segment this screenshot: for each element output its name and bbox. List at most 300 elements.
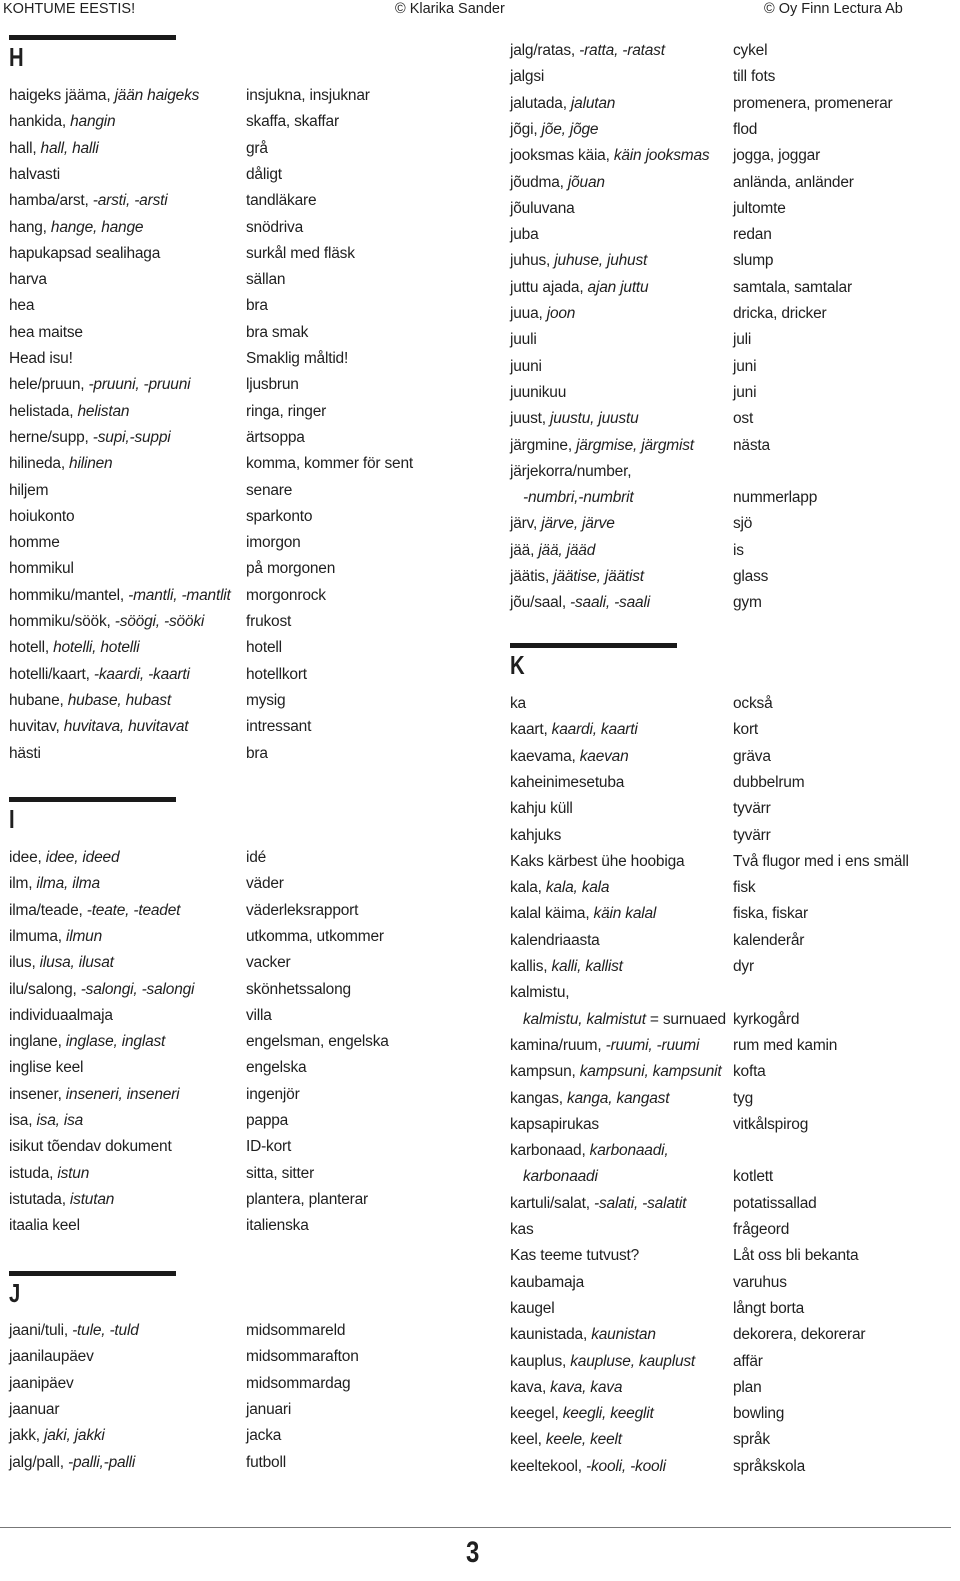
entry-estonian xyxy=(9,560,74,578)
headword: inglise keel xyxy=(9,1059,84,1077)
entry-swedish: bra smak xyxy=(246,323,309,341)
header-author: © Klarika Sander xyxy=(395,1,505,17)
entry-estonian xyxy=(9,1217,80,1235)
inflection-forms: kava, kava xyxy=(550,1378,623,1396)
inflection-forms: -supi,-suppi xyxy=(92,428,171,446)
headword: juust, xyxy=(510,410,550,428)
inflection-forms: jää, jääd xyxy=(538,541,596,559)
headword: hea xyxy=(9,297,35,315)
headword: hall, xyxy=(9,139,41,157)
headword: hapukapsad sealihaga xyxy=(9,244,161,262)
headword: hiljem xyxy=(9,481,49,499)
entry-swedish: språkskola xyxy=(733,1457,806,1475)
inflection-forms: -pruuni, -pruuni xyxy=(88,376,191,394)
headword: järgmine, xyxy=(510,436,577,454)
entry-swedish: nummerlapp xyxy=(733,489,818,507)
headword: hommikul xyxy=(9,560,74,578)
section-letter: I xyxy=(9,804,15,834)
entry-estonian xyxy=(9,429,171,447)
entry-swedish: tyg xyxy=(733,1089,754,1107)
entry-estonian xyxy=(9,1086,179,1104)
entry-estonian xyxy=(9,981,194,999)
page-number: 3 xyxy=(466,1536,480,1569)
entry-estonian xyxy=(510,748,629,766)
headword: harva xyxy=(9,271,47,289)
headword: juttu ajada, xyxy=(510,278,588,296)
inflection-forms: hilinen xyxy=(69,455,113,473)
section-letter: K xyxy=(510,650,525,680)
entry-swedish: bra xyxy=(246,297,268,315)
headword: kamina/ruum, xyxy=(510,1036,606,1054)
entry-swedish: plan xyxy=(733,1378,762,1396)
entry-swedish: sällan xyxy=(246,271,286,289)
inflection-forms: istun xyxy=(57,1164,90,1182)
entry-estonian xyxy=(9,166,60,184)
inflection-forms: hubase, hubast xyxy=(67,691,171,709)
entry-estonian xyxy=(510,1379,622,1397)
entry-swedish: dåligt xyxy=(246,165,282,183)
inflection-forms: -mantli, -mantlit xyxy=(128,586,231,604)
headword: herne/supp, xyxy=(9,428,93,446)
entry-swedish: futboll xyxy=(246,1453,286,1471)
headword: helistada, xyxy=(9,402,78,420)
inflection-forms: keele, keelt xyxy=(545,1431,622,1449)
headword: hamba/arst, xyxy=(9,192,93,210)
entry-estonian xyxy=(9,1427,105,1445)
headword: istutada, xyxy=(9,1190,70,1208)
entry-swedish: tyvärr xyxy=(733,826,771,844)
inflection-forms: juustu, juustu xyxy=(549,410,639,428)
inflection-forms: jõuan xyxy=(567,173,605,191)
headword: isikut tõendav dokument xyxy=(9,1138,172,1156)
entry-swedish: till fots xyxy=(733,68,776,86)
entry-estonian xyxy=(510,226,539,244)
entry-swedish: skönhetssalong xyxy=(246,980,351,998)
entry-estonian xyxy=(510,1458,666,1476)
entry-swedish: kofta xyxy=(733,1063,766,1081)
entry-estonian xyxy=(9,455,112,473)
inflection-forms: -kooli, -kooli xyxy=(586,1457,666,1475)
headword: juuli xyxy=(510,331,537,349)
inflection-forms: jaki, jakki xyxy=(43,1427,105,1445)
inflection-forms: helistan xyxy=(77,402,130,420)
entry-swedish: anlända, anländer xyxy=(733,173,854,191)
section-rule xyxy=(9,1271,176,1276)
inflection-forms: -numbri,-numbrit xyxy=(523,489,634,507)
headword: jõudma, xyxy=(510,173,568,191)
inflection-forms: ilusa, ilusat xyxy=(39,954,114,972)
entry-estonian xyxy=(9,1007,113,1025)
entry-estonian xyxy=(510,463,631,481)
headword: Head isu! xyxy=(9,350,73,367)
entry-swedish: hotellkort xyxy=(246,665,307,683)
section-rule xyxy=(9,797,176,802)
headword: jõuluvana xyxy=(510,199,575,217)
entry-swedish: fisk xyxy=(733,879,756,897)
entry-estonian xyxy=(510,1431,622,1449)
entry-swedish: kort xyxy=(733,721,759,739)
entry-estonian xyxy=(510,853,684,871)
headword: kalmistu, xyxy=(510,984,570,1002)
inflection-forms: hange, hange xyxy=(50,218,144,236)
headword: kangas, xyxy=(510,1089,567,1107)
inflection-forms: -salati, -salatit xyxy=(594,1194,687,1212)
headword: järv, xyxy=(510,515,542,533)
headword: hotelli/kaart, xyxy=(9,665,94,683)
inflection-forms: -palli,-palli xyxy=(67,1453,136,1471)
headword: hubane, xyxy=(9,691,68,709)
entry-swedish: fiska, fiskar xyxy=(733,905,808,923)
entry-estonian xyxy=(9,1059,83,1077)
entry-estonian xyxy=(510,1116,599,1134)
headword: kampsun, xyxy=(510,1063,580,1081)
entry-swedish: ID-kort xyxy=(246,1138,292,1156)
entry-estonian xyxy=(9,902,180,920)
inflection-forms: ilmun xyxy=(65,927,103,945)
headword: jää, xyxy=(510,541,539,559)
headword: ilmuma, xyxy=(9,927,66,945)
entry-swedish: tyvärr xyxy=(733,800,771,818)
headword: kaheinimesetuba xyxy=(510,773,625,791)
inflection-forms: hangin xyxy=(70,113,116,131)
entry-swedish: engelska xyxy=(246,1059,307,1077)
headword: hea maitse xyxy=(9,323,83,341)
entry-estonian xyxy=(9,324,83,342)
entry-swedish: redan xyxy=(733,226,772,244)
entry-swedish: pappa xyxy=(246,1112,289,1129)
headword: hommiku/söök, xyxy=(9,613,115,630)
inflection-forms: hall, halli xyxy=(40,139,99,157)
entry-swedish: mysig xyxy=(246,691,286,709)
entry-estonian xyxy=(510,68,544,86)
inflection-forms: jäätise, jäätist xyxy=(553,568,644,585)
entry-swedish: is xyxy=(733,541,744,559)
entry-estonian xyxy=(510,331,537,349)
entry-estonian xyxy=(9,849,119,867)
entry-estonian xyxy=(510,1063,722,1081)
entry-estonian xyxy=(9,1165,89,1183)
entry-estonian xyxy=(510,984,569,1002)
headword: keegel, xyxy=(510,1405,563,1423)
entry-estonian xyxy=(510,905,656,923)
header-title: KOHTUME EESTIS! xyxy=(3,1,136,17)
inflection-forms: -kaardi, -kaarti xyxy=(93,665,190,683)
entry-estonian xyxy=(510,542,595,560)
entry-swedish: juni xyxy=(733,357,757,375)
entry-swedish: rum med kamin xyxy=(733,1036,838,1054)
entry-swedish: bowling xyxy=(733,1405,785,1423)
entry-estonian xyxy=(510,437,694,455)
entry-swedish: juli xyxy=(733,331,752,349)
inflection-forms: kaunistan xyxy=(591,1326,656,1344)
inflection-forms: juhuse, juhust xyxy=(554,252,648,270)
entry-swedish: Smaklig måltid! xyxy=(246,350,349,367)
headword: kallis, xyxy=(510,958,552,975)
headword: juua, xyxy=(510,305,547,322)
headword: kartuli/salat, xyxy=(510,1194,595,1212)
inflection-forms: karbonaadi xyxy=(523,1168,598,1186)
footer-divider xyxy=(0,1527,951,1528)
entry-estonian xyxy=(510,594,650,612)
headword: = surnuaed xyxy=(645,1010,726,1028)
entry-swedish: utkomma, utkommer xyxy=(246,927,384,945)
entry-swedish: kotlett xyxy=(733,1168,773,1186)
inflection-forms: karbonaadi, xyxy=(589,1142,669,1160)
entry-swedish: vitkålspirog xyxy=(733,1115,809,1133)
entry-swedish: jacka xyxy=(246,1427,282,1445)
inflection-forms: ajan juttu xyxy=(587,278,649,296)
entry-swedish: sjö xyxy=(733,515,753,533)
inflection-forms: käin jooksmas xyxy=(613,147,710,165)
inflection-forms: -teate, -teadet xyxy=(86,901,181,919)
section-rule xyxy=(9,35,176,40)
inflection-forms: -saali, -saali xyxy=(570,594,650,612)
inflection-forms: kaevan xyxy=(579,747,629,765)
headword: jaanuar xyxy=(9,1400,60,1418)
headword: istuda, xyxy=(9,1164,58,1182)
entry-swedish: frukost xyxy=(246,613,292,630)
headword: haigeks jääma, xyxy=(9,87,115,104)
entry-estonian xyxy=(510,1247,639,1265)
entry-swedish: väder xyxy=(246,875,284,893)
entry-estonian xyxy=(9,271,47,289)
headword: hoiukonto xyxy=(9,507,75,525)
entry-swedish: grå xyxy=(246,139,268,157)
entry-estonian xyxy=(510,800,573,818)
entry-estonian xyxy=(510,410,639,428)
entry-estonian xyxy=(510,774,624,792)
entry-estonian xyxy=(510,879,609,897)
entry-swedish: gym xyxy=(733,594,762,612)
headword: juunikuu xyxy=(510,383,567,401)
inflection-forms: isa, isa xyxy=(36,1112,84,1129)
headword: idee, xyxy=(9,849,46,866)
entry-swedish: ost xyxy=(733,410,754,428)
headword: kaubamaja xyxy=(510,1273,585,1291)
entry-swedish: varuhus xyxy=(733,1273,787,1291)
inflection-forms: hotelli, hotelli xyxy=(53,639,140,657)
entry-estonian xyxy=(510,515,615,533)
entry-estonian xyxy=(9,219,143,237)
headword: huvitav, xyxy=(9,718,64,736)
entry-estonian xyxy=(9,482,48,500)
inflection-forms: keegli, keeglit xyxy=(562,1405,654,1423)
inflection-forms: -ratta, -ratast xyxy=(579,42,665,59)
section-rule xyxy=(510,643,677,648)
entry-estonian xyxy=(9,1454,135,1472)
entry-swedish: flod xyxy=(733,120,758,138)
headword: kaevama, xyxy=(510,747,580,765)
entry-estonian xyxy=(9,692,171,710)
entry-swedish: januari xyxy=(246,1400,292,1418)
entry-estonian xyxy=(9,113,115,131)
inflection-forms: -tule, -tuld xyxy=(72,1322,139,1339)
entry-swedish: midsommareld xyxy=(246,1322,346,1339)
headword: hotell, xyxy=(9,639,54,657)
headword: halvasti xyxy=(9,165,60,183)
inflection-forms: -salongi, -salongi xyxy=(80,980,195,998)
entry-estonian xyxy=(510,279,648,297)
entry-estonian xyxy=(510,42,665,60)
inflection-forms: kampsuni, kampsunit xyxy=(579,1063,722,1081)
headword: jõu/saal, xyxy=(510,594,571,612)
entry-swedish: potatissallad xyxy=(733,1194,817,1212)
inflection-forms: jään haigeks xyxy=(114,87,200,104)
entry-estonian xyxy=(510,252,647,270)
entry-estonian xyxy=(9,613,204,631)
entry-swedish: intressant xyxy=(246,718,312,736)
entry-swedish: dubbelrum xyxy=(733,773,805,791)
entry-estonian xyxy=(9,928,102,946)
entry-swedish: väderleksrapport xyxy=(246,901,359,919)
entry-swedish: också xyxy=(733,695,773,712)
headword: jalg/ratas, xyxy=(510,42,580,59)
entry-estonian xyxy=(9,1375,74,1393)
entry-swedish: frågeord xyxy=(733,1221,790,1238)
entry-estonian xyxy=(9,1112,83,1130)
entry-swedish: morgonrock xyxy=(246,586,326,604)
entry-estonian xyxy=(9,875,100,893)
entry-swedish: slump xyxy=(733,252,774,270)
entry-swedish: dyr xyxy=(733,958,754,975)
entry-estonian xyxy=(9,350,73,368)
headword: ilus, xyxy=(9,954,40,972)
headword: inglane, xyxy=(9,1033,66,1051)
entry-estonian xyxy=(9,376,190,394)
headword: keel, xyxy=(510,1431,546,1449)
headword: kala, xyxy=(510,879,546,897)
inflection-forms: kalli, kallist xyxy=(551,958,623,975)
entry-estonian xyxy=(9,192,167,210)
entry-estonian xyxy=(510,1274,584,1292)
inflection-forms: -söögi, -sööki xyxy=(114,613,205,630)
entry-swedish: språk xyxy=(733,1431,770,1449)
entry-swedish: samtala, samtalar xyxy=(733,278,852,296)
headword: ilma/teade, xyxy=(9,901,87,919)
inflection-forms: kaupluse, kauplust xyxy=(570,1352,696,1370)
entry-estonian xyxy=(510,1300,554,1318)
headword: hele/pruun, xyxy=(9,376,89,394)
entry-swedish: insjukna, insjuknar xyxy=(246,87,370,104)
entry-swedish: midsommardag xyxy=(246,1374,351,1392)
entry-swedish: vacker xyxy=(246,954,291,972)
entry-estonian xyxy=(523,1168,598,1186)
entry-swedish: nästa xyxy=(733,436,770,454)
headword: jaani/tuli, xyxy=(9,1322,73,1339)
entry-estonian xyxy=(9,639,140,657)
headword: karbonaad, xyxy=(510,1142,590,1160)
header-publisher: © Oy Finn Lectura Ab xyxy=(764,1,903,17)
entry-estonian xyxy=(510,1353,695,1371)
entry-swedish: sitta, sitter xyxy=(246,1164,315,1182)
entry-estonian xyxy=(9,718,188,736)
inflection-forms: joon xyxy=(546,305,576,322)
headword: hommiku/mantel, xyxy=(9,586,129,604)
entry-estonian xyxy=(510,174,605,192)
entry-swedish: juni xyxy=(733,383,757,401)
inflection-forms: jõe, jõge xyxy=(541,120,599,138)
headword: isa, xyxy=(9,1112,37,1129)
entry-swedish: kalenderår xyxy=(733,931,805,949)
entry-swedish: affär xyxy=(733,1352,763,1370)
entry-estonian xyxy=(9,745,41,763)
entry-swedish: cykel xyxy=(733,42,768,59)
entry-estonian xyxy=(9,1401,59,1419)
entry-estonian xyxy=(9,1033,165,1051)
inflection-forms: käin kalal xyxy=(593,905,657,923)
headword: ka xyxy=(510,695,526,712)
inflection-forms: ilma, ilma xyxy=(36,875,100,893)
headword: jalgsi xyxy=(510,68,545,86)
entry-estonian xyxy=(510,827,561,845)
headword: kas xyxy=(510,1221,534,1238)
entry-estonian xyxy=(510,200,575,218)
entry-swedish: gräva xyxy=(733,747,771,765)
headword: kalal käima, xyxy=(510,905,594,923)
inflection-forms: idee, ideed xyxy=(45,849,120,866)
entry-estonian xyxy=(510,1326,656,1344)
section-letter: J xyxy=(9,1278,21,1308)
entry-swedish: långt borta xyxy=(733,1299,805,1317)
entry-estonian xyxy=(9,140,99,158)
inflection-forms: huvitava, huvitavat xyxy=(63,718,189,736)
headword: jäätis, xyxy=(510,568,554,585)
entry-estonian xyxy=(9,1348,94,1366)
entry-estonian xyxy=(510,721,638,739)
entry-estonian xyxy=(9,87,199,105)
inflection-forms: inglase, inglast xyxy=(65,1033,166,1051)
entry-estonian xyxy=(9,1322,139,1340)
entry-swedish: komma, kommer för sent xyxy=(246,455,414,473)
entry-swedish: ingenjör xyxy=(246,1085,300,1103)
entry-swedish: tandläkare xyxy=(246,192,317,210)
headword: ilu/salong, xyxy=(9,980,81,998)
inflection-forms: järve, järve xyxy=(541,515,615,533)
entry-swedish: dricka, dricker xyxy=(733,305,827,322)
headword: juhus, xyxy=(510,252,555,270)
headword: jaanilaupäev xyxy=(9,1348,94,1366)
entry-swedish: ljusbrun xyxy=(246,376,299,394)
entry-estonian xyxy=(9,1138,172,1156)
entry-swedish: idé xyxy=(246,849,267,866)
entry-swedish: glass xyxy=(733,568,769,585)
inflection-forms: -arsti, -arsti xyxy=(92,192,168,210)
inflection-forms: jalutan xyxy=(570,94,616,112)
headword: kahjuks xyxy=(510,826,562,844)
entry-swedish: jogga, joggar xyxy=(733,147,821,165)
entry-estonian xyxy=(510,695,526,713)
entry-estonian xyxy=(510,1221,534,1239)
headword: kaunistada, xyxy=(510,1326,592,1344)
entry-swedish: plantera, planterar xyxy=(246,1190,369,1208)
headword: kaart, xyxy=(510,721,552,739)
inflection-forms: järgmise, järgmist xyxy=(576,436,694,454)
entry-estonian xyxy=(510,1037,699,1055)
headword: itaalia keel xyxy=(9,1217,80,1235)
entry-swedish: senare xyxy=(246,481,293,499)
headword: jooksmas käia, xyxy=(510,147,614,165)
entry-swedish: skaffa, skaffar xyxy=(246,113,339,131)
headword: Kaks kärbest ühe hoobiga xyxy=(510,852,685,870)
inflection-forms: kalmistu, kalmistut xyxy=(523,1010,646,1028)
entry-estonian xyxy=(9,954,114,972)
headword: hang, xyxy=(9,218,51,236)
entry-estonian xyxy=(9,534,60,552)
entry-estonian xyxy=(510,384,566,402)
entry-swedish: ringa, ringer xyxy=(246,402,327,420)
entry-swedish: sparkonto xyxy=(246,507,313,525)
headword: jaanipäev xyxy=(9,1374,74,1392)
